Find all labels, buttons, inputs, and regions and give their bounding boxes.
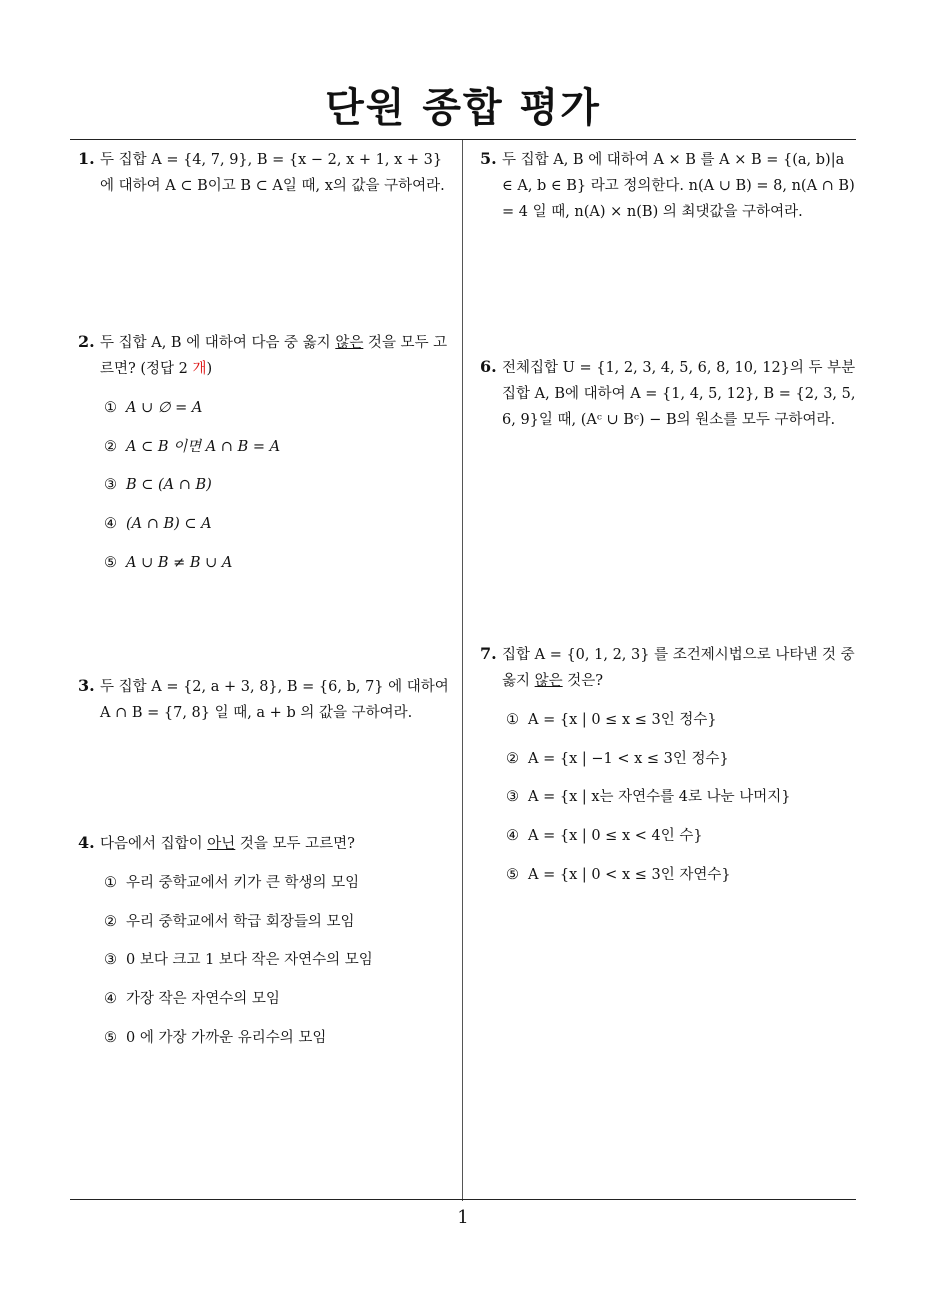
choice-text: A ⊂ B 이면 A ∩ B = A <box>126 438 281 455</box>
question-number: 6. <box>480 357 497 376</box>
column-divider <box>462 140 463 1201</box>
choice-item[interactable] <box>104 1025 455 1051</box>
choice-item[interactable] <box>104 511 455 537</box>
question-text: 전체집합 U = {1, 2, 3, 4, 5, 6, 8, 10, 12}의 두 부분집합 A, B에 대하여 A = {1, 4, 5, 12}, B = {2, 3, 5, 6, 9}일 때, (Aᶜ ∪ Bᶜ) − B의 원소를 모두 구하여라. <box>502 360 856 428</box>
underlined-word: 않은 <box>335 335 364 351</box>
choice-mark: ⑤ <box>104 554 117 571</box>
choice-mark: ③ <box>506 789 519 806</box>
choice-mark: ① <box>104 875 117 891</box>
choice-text: A = {x | −1 < x ≤ 3인 정수} <box>528 750 729 767</box>
choice-mark: ② <box>104 913 117 930</box>
choice-item[interactable] <box>104 947 455 973</box>
choice-mark: ② <box>506 750 519 767</box>
question-2 <box>78 329 455 588</box>
question-5 <box>480 146 858 225</box>
choice-mark: ③ <box>104 952 117 969</box>
choice-item[interactable] <box>104 550 455 576</box>
question-number: 5. <box>480 149 497 168</box>
choice-list <box>480 707 858 888</box>
choice-text: B ⊂ (A ∩ B) <box>126 477 212 494</box>
choice-text: A = {x | 0 ≤ x < 4인 수} <box>528 828 703 845</box>
choice-item[interactable] <box>104 909 455 935</box>
choice-item[interactable] <box>506 784 858 810</box>
question-text-cont: 것을 모두 고르면? (정답 2 <box>100 335 448 377</box>
choice-text: A = {x | 0 < x ≤ 3인 자연수} <box>528 866 731 883</box>
choice-mark: ⑤ <box>104 1029 117 1046</box>
choice-item[interactable] <box>506 746 858 772</box>
choice-text: A = {x | 0 ≤ x ≤ 3인 정수} <box>528 712 717 728</box>
question-text-end: ) <box>206 361 213 377</box>
question-1 <box>78 146 455 199</box>
question-text: 두 집합 A = {2, a + 3, 8}, B = {6, b, 7} 에 대하여 A ∩ B = {7, 8} 일 때, a + b 의 값을 구하여라. <box>100 679 449 721</box>
question-number: 3. <box>78 676 95 695</box>
choice-list <box>78 870 455 1051</box>
choice-text: (A ∩ B) ⊂ A <box>126 516 212 533</box>
choice-item[interactable] <box>104 395 455 421</box>
underlined-word: 아닌 <box>207 836 236 852</box>
choice-text: 0 에 가장 가까운 유리수의 모임 <box>126 1029 327 1046</box>
choice-mark: ④ <box>506 828 519 845</box>
choice-mark: ① <box>104 400 117 416</box>
choice-mark: ④ <box>104 991 117 1008</box>
choice-item[interactable] <box>104 986 455 1012</box>
choice-text: 0 보다 크고 1 보다 작은 자연수의 모임 <box>126 952 373 969</box>
question-number: 1. <box>78 149 95 168</box>
choice-item[interactable] <box>104 472 455 498</box>
choice-item[interactable] <box>104 870 455 896</box>
question-number: 4. <box>78 833 95 852</box>
choice-mark: ③ <box>104 477 117 494</box>
top-divider <box>70 139 856 140</box>
page-title: 단원 종합 평가 <box>325 85 601 131</box>
choice-text: 우리 중학교에서 키가 큰 학생의 모임 <box>126 875 360 891</box>
question-text: 집합 A = {0, 1, 2, 3} 를 조건제시법으로 나타낸 것 중 옳지 <box>502 647 855 689</box>
choice-text: 가장 작은 자연수의 모임 <box>126 991 280 1008</box>
choice-text: A ∪ ∅ = A <box>126 400 203 416</box>
choice-item[interactable] <box>104 434 455 460</box>
choice-text: A ∪ B ≠ B ∪ A <box>126 554 233 571</box>
choice-mark: ② <box>104 438 117 455</box>
choice-text: 우리 중학교에서 학급 회장들의 모임 <box>126 913 355 930</box>
choice-item[interactable] <box>506 707 858 733</box>
choice-text: A = {x | x는 자연수를 4로 나눈 나머지} <box>528 789 791 806</box>
question-6 <box>480 354 858 433</box>
question-text: 두 집합 A, B 에 대하여 다음 중 옳지 <box>100 335 336 351</box>
question-number: 7. <box>480 644 497 663</box>
question-text: 두 집합 A, B 에 대하여 A × B 를 A × B = {(a, b)|a ∈ A, b ∈ B} 라고 정의한다. n(A ∪ B) = 8, n(A ∩ B) = 4 일 때, n(A) × n(B) 의 최댓값을 구하여라. <box>502 152 855 220</box>
question-4 <box>78 830 455 1063</box>
question-7 <box>480 641 858 900</box>
question-text: 두 집합 A = {4, 7, 9}, B = {x − 2, x + 1, x + 3} 에 대하여 A ⊂ B이고 B ⊂ A일 때, x의 값을 구하여라. <box>100 152 445 194</box>
choice-mark: ④ <box>104 516 117 533</box>
choice-item[interactable] <box>506 823 858 849</box>
question-text-cont: 것을 모두 고르면? <box>235 836 355 852</box>
choice-mark: ① <box>506 712 519 728</box>
question-text: 다음에서 집합이 <box>100 836 208 852</box>
question-3 <box>78 673 455 726</box>
highlight-word: 개 <box>192 361 207 377</box>
underlined-word: 않은 <box>534 673 563 689</box>
question-number: 2. <box>78 332 95 351</box>
question-text-cont: 것은? <box>562 673 604 689</box>
bottom-divider <box>70 1199 856 1200</box>
choice-item[interactable] <box>506 862 858 888</box>
choice-mark: ⑤ <box>506 866 519 883</box>
page-number: 1 <box>457 1207 469 1228</box>
choice-list <box>78 395 455 576</box>
